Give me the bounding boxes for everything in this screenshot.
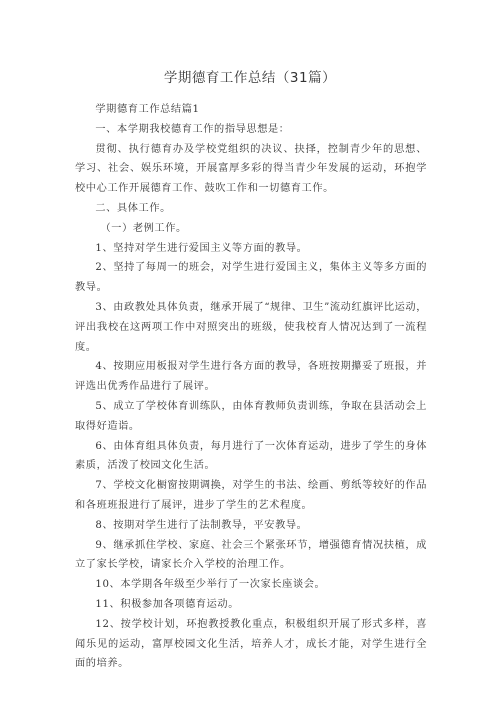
paragraph-item-4: 4、按期应用板报对学生进行各方面的教导，各班按期攥妥了班报，并评选出优秀作品进行了展评。 bbox=[75, 361, 427, 393]
paragraph-guiding-text: 贯彻、执行德育办及学校党组织的决议、抉择，控制青少年的思想、学习、社会、娱乐环境，开展富厚多彩的得当青少年发展的运动，环抱学校中心工作开展德育工作、鼓吹工作和一切德育工作。 bbox=[75, 143, 427, 195]
paragraph-heading-guiding: 一、本学期我校德育工作的指导思想是： bbox=[95, 123, 290, 135]
paragraph-item-6: 6、由体育组具体负责，每月进行了一次体育运动，进步了学生的身体素质，活泼了校园文化生活。 bbox=[75, 440, 427, 472]
paragraph-item-2: 2、坚持了每周一的班会，对学生进行爱国主义，集体主义等多方面的教导。 bbox=[75, 262, 427, 294]
paragraph-item-12: 12、按学校计划，环抱教授教化重点，积极组织开展了形式多样，喜闻乐见的运动，富厚校园文化生活，培养人才，成长才能，对学生进行全面的培养。 bbox=[75, 618, 427, 670]
paragraph-item-1: 1、坚持对学生进行爱国主义等方面的教导。 bbox=[95, 242, 308, 254]
paragraph-item-11: 11、积极参加各项德育运动。 bbox=[95, 598, 240, 610]
paragraph-item-3: 3、由政教处具体负责，继承开展了“规律、卫生”流动红旗评比运动，评出我校在这两项工作中对照突出的班级，使我校育人情况达到了一流程度。 bbox=[75, 301, 427, 353]
paragraph-item-8: 8、按期对学生进行了法制教导，平安教导。 bbox=[95, 519, 308, 531]
paragraph-item-10: 10、本学期各年级至少举行了一次家长座谈会。 bbox=[95, 579, 326, 591]
paragraph-item-7: 7、学校文化橱窗按期调换，对学生的书法、绘画、剪纸等较好的作品和各班班报进行了展评，进步了学生的艺术程度。 bbox=[75, 480, 427, 511]
paragraph-heading-work: 二、具体工作。 bbox=[95, 202, 171, 214]
paragraph-heading-routine: （一）老例工作。 bbox=[100, 222, 187, 234]
paragraph-item-9: 9、继承抓住学校、家庭、社会三个紧张环节，增强德育情况扶植，成立了家长学校，请家长介入学校的治理工作。 bbox=[75, 539, 427, 571]
paragraph-section-title: 学期德育工作总结篇1 bbox=[95, 104, 200, 115]
paragraph-item-5: 5、成立了学校体育训练队，由体育教师负责训练，争取在县活动会上取得好造诣。 bbox=[75, 400, 427, 432]
document-title: 学期德育工作总结（31篇） bbox=[163, 70, 337, 86]
document-body bbox=[75, 100, 427, 674]
